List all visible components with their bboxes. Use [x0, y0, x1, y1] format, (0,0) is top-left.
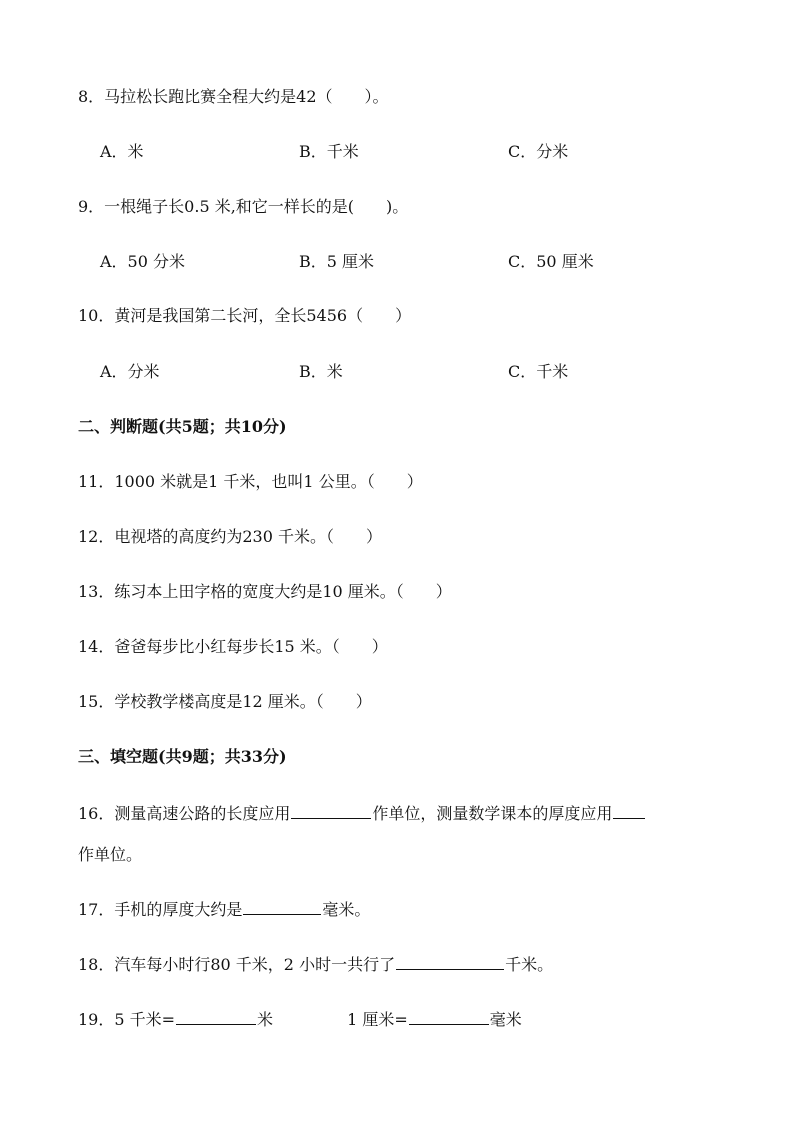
question-10-options	[100, 361, 720, 383]
option-b[interactable]: B．米	[299, 362, 343, 381]
question-15: 15．学校教学楼高度是12 厘米。（ ）	[78, 692, 372, 711]
answer-blank[interactable]	[176, 1008, 256, 1025]
option-c[interactable]: C．分米	[508, 142, 569, 161]
question-19-part-1: 19．5 千米=	[78, 1010, 176, 1029]
option-b[interactable]: B．千米	[299, 142, 359, 161]
option-a[interactable]: A．50 分米	[100, 252, 186, 271]
question-9: 9．一根绳子长0.5 米,和它一样长的是( )。	[78, 197, 409, 216]
option-c[interactable]: C．50 厘米	[508, 252, 594, 271]
question-19-part-2: 米	[257, 1010, 274, 1029]
question-16-continued: 作单位。	[78, 845, 143, 864]
question-8: 8．马拉松长跑比赛全程大约是42（ ）。	[78, 87, 389, 106]
question-17-part-2: 毫米。	[322, 900, 371, 919]
question-19-part-4: 毫米	[489, 1010, 522, 1029]
answer-blank[interactable]	[291, 802, 371, 819]
answer-blank[interactable]	[409, 1008, 489, 1025]
question-19	[78, 1008, 522, 1031]
question-17	[78, 898, 370, 921]
question-16-part-2: 作单位，测量数学课本的厚度应用	[372, 804, 613, 823]
section-3-title: 三、填空题(共9题；共33分)	[78, 747, 287, 766]
question-11: 11．1000 米就是1 千米，也叫1 公里。（ ）	[78, 472, 423, 491]
question-16-part-1: 16．测量高速公路的长度应用	[78, 804, 291, 823]
answer-blank[interactable]	[613, 802, 645, 819]
question-16	[78, 802, 646, 825]
answer-blank[interactable]	[396, 953, 504, 970]
answer-blank[interactable]	[243, 898, 321, 915]
question-10: 10．黄河是我国第二长河，全长5456（ ）	[78, 306, 412, 325]
option-c[interactable]: C．千米	[508, 362, 569, 381]
question-8-options	[100, 141, 720, 163]
option-a[interactable]: A．分米	[100, 362, 160, 381]
question-18-part-1: 18．汽车每小时行80 千米，2 小时一共行了	[78, 955, 396, 974]
question-12: 12．电视塔的高度约为230 千米。（ ）	[78, 527, 382, 546]
question-17-part-1: 17．手机的厚度大约是	[78, 900, 243, 919]
question-18	[78, 953, 553, 976]
option-b[interactable]: B．5 厘米	[299, 252, 375, 271]
question-14: 14．爸爸每步比小红每步长15 米。（ ）	[78, 637, 388, 656]
question-19-part-3: 1 厘米=	[347, 1010, 408, 1029]
section-2-title: 二、判断题(共5题；共10分)	[78, 417, 287, 436]
question-18-part-2: 千米。	[505, 955, 554, 974]
option-a[interactable]: A．米	[100, 142, 144, 161]
question-9-options	[100, 251, 720, 273]
question-13: 13．练习本上田字格的宽度大约是10 厘米。（ ）	[78, 582, 452, 601]
